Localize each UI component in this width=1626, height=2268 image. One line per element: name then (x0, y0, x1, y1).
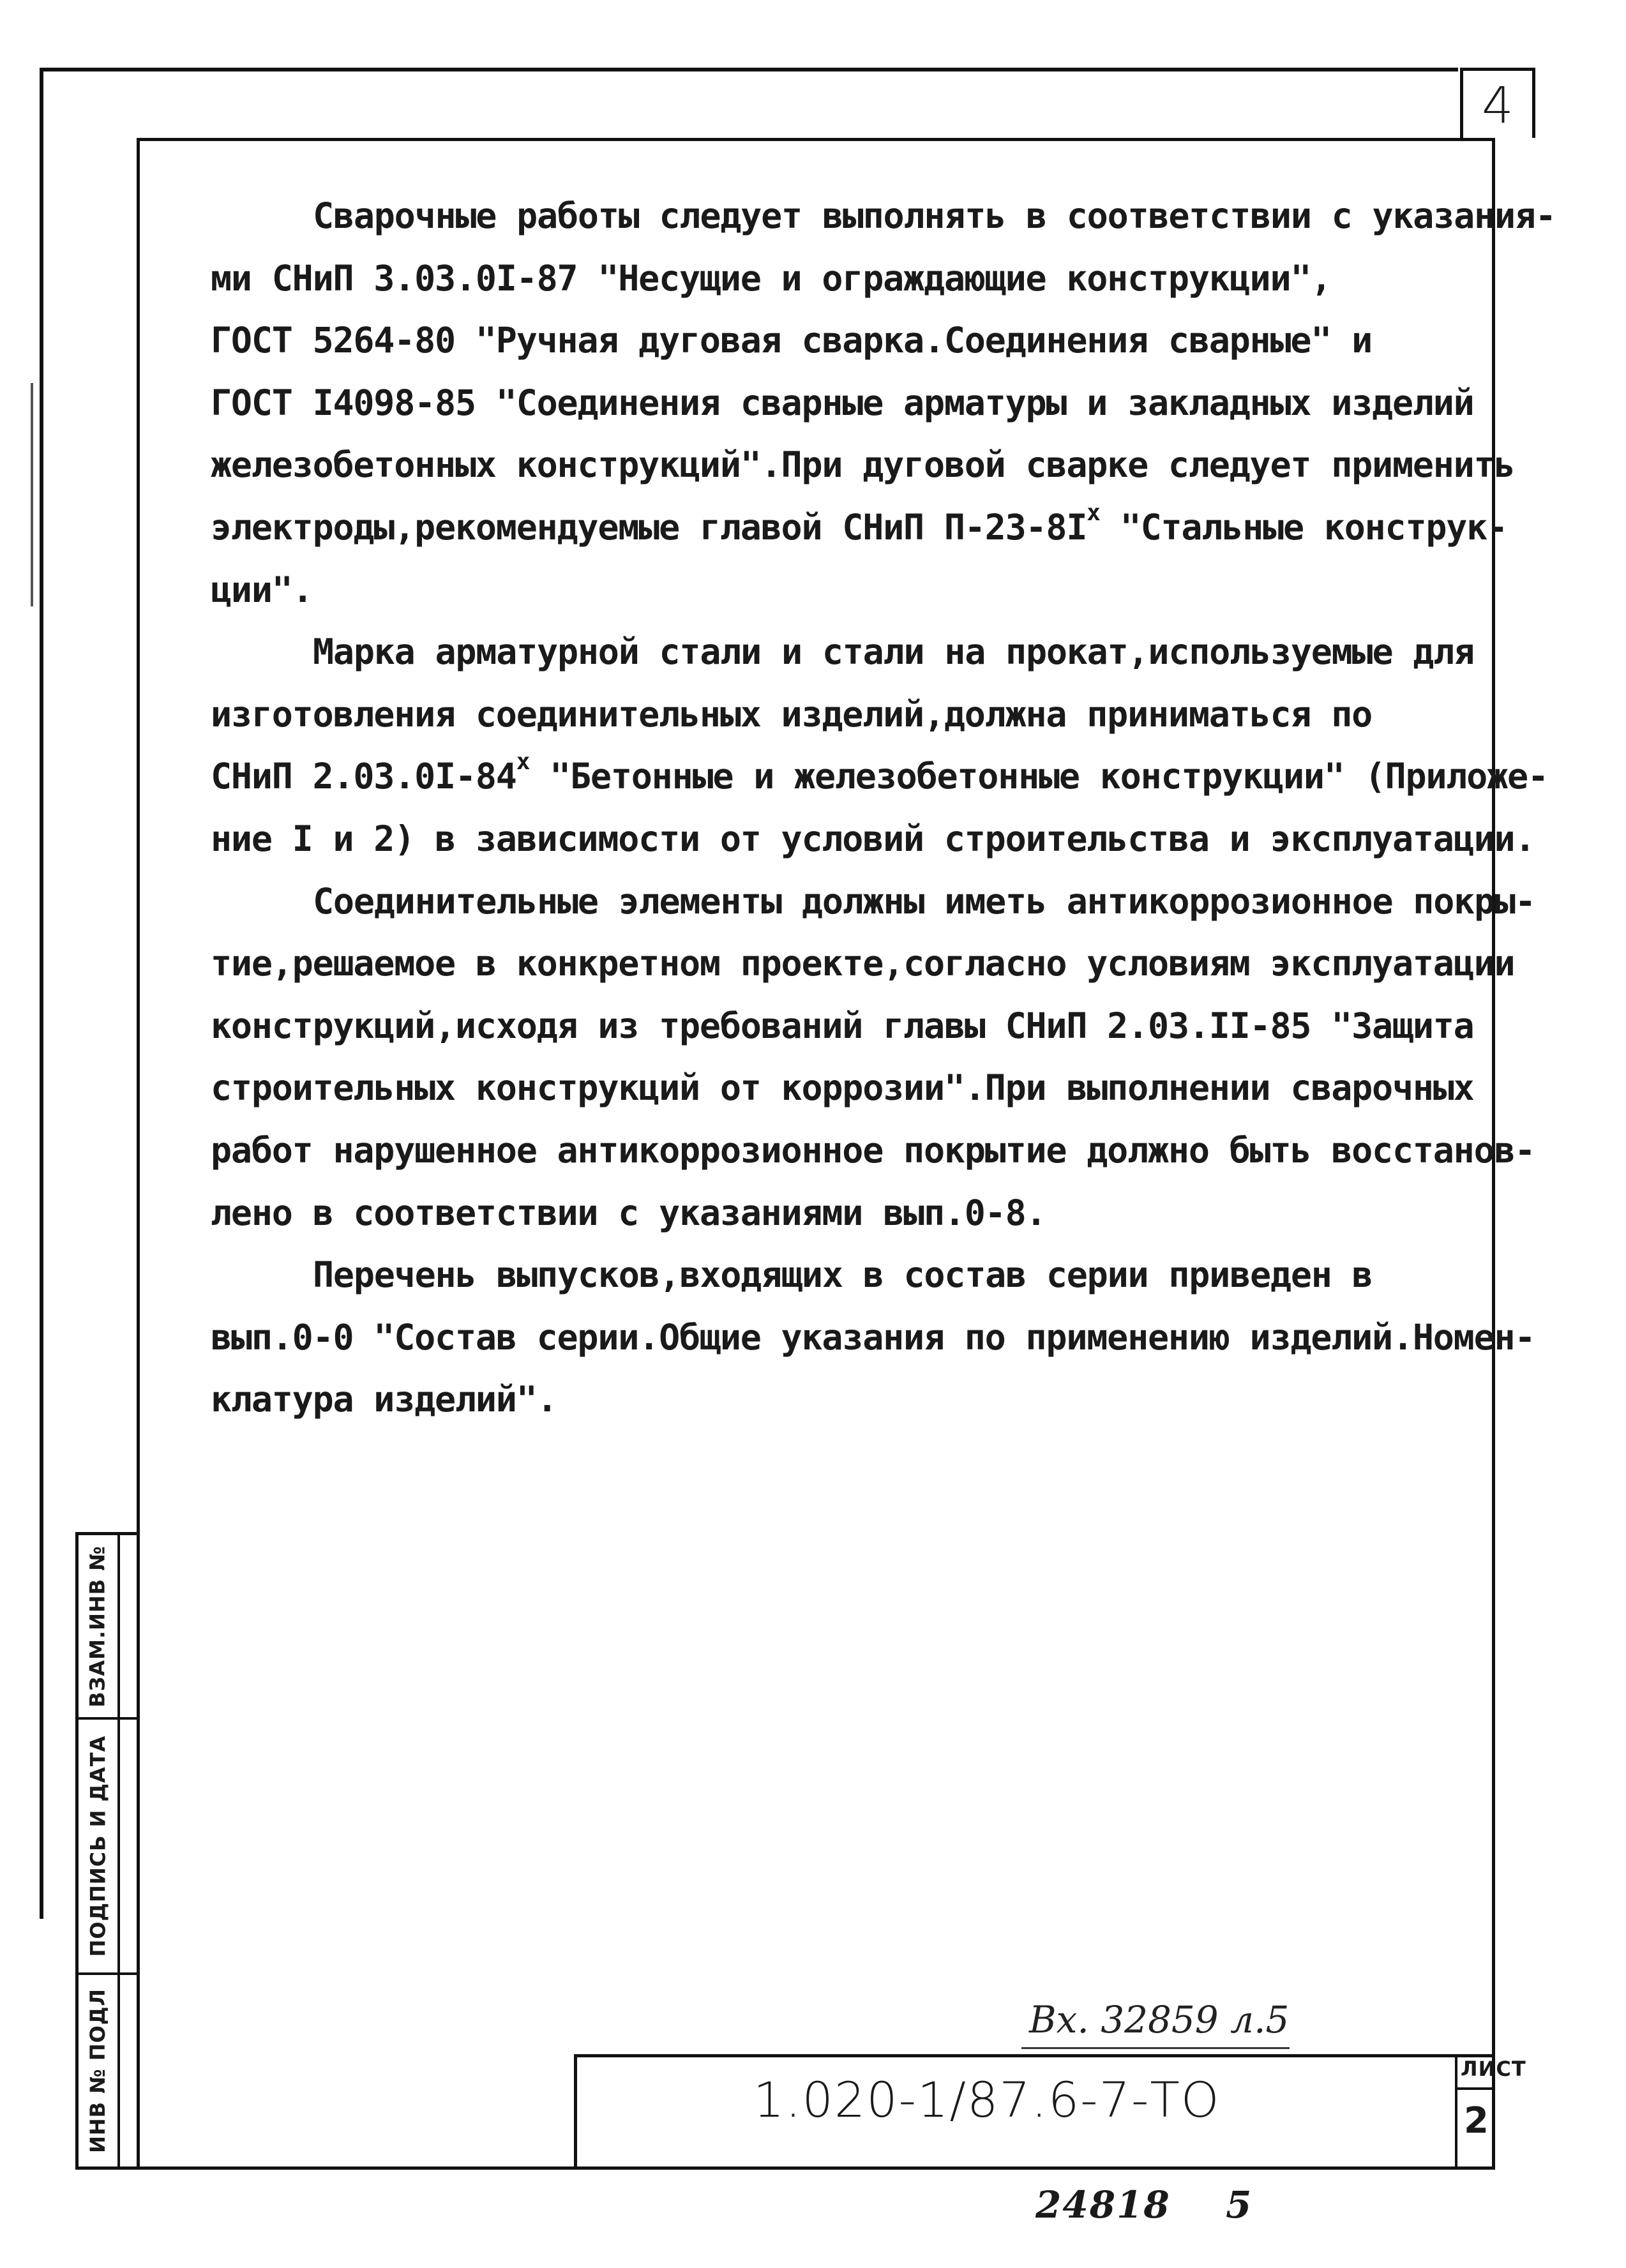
line-text: ции". (211, 569, 313, 610)
stamp-cell-signature-date (75, 1720, 120, 1972)
line-text: железобетонных конструкций".При дуговой сварке следует применить (211, 444, 1515, 486)
paragraph (211, 1244, 1535, 1431)
line-text-continuation: "Стальные конструк- (1099, 506, 1508, 548)
line-text: вып.0-0 "Состав серии.Общие указания по применению изделий.Номен- (211, 1316, 1535, 1358)
outer-frame-left-line (40, 68, 43, 1919)
sheet-cell-divider (1455, 2054, 1457, 2170)
paragraph (211, 185, 1556, 621)
archive-page-number: 5 (1226, 2183, 1252, 2227)
text-line (211, 1369, 1487, 1431)
line-text: СНиП 2.03.0I-84 (211, 756, 516, 797)
superscript: x (1087, 499, 1100, 526)
text-line (211, 746, 1548, 808)
text-line (211, 684, 1487, 746)
line-text: клатура изделий". (211, 1379, 557, 1420)
line-text: Перечень выпусков,входящих в состав серии приведен в (313, 1254, 1373, 1296)
line-text: ГОСТ 5264-80 "Ручная дуговая сварка.Соединения сварные" и (211, 320, 1373, 361)
line-text: изготовления соединительных изделий,должна приниматься по (211, 693, 1373, 735)
binding-mark-line (31, 383, 33, 606)
stamp-cell-original-inv (75, 1975, 120, 2167)
line-text: ГОСТ I4098-85 "Соединения сварные арматуры и закладных изделий (211, 382, 1474, 423)
text-line (211, 1057, 1487, 1120)
line-text-continuation: "Бетонные и железобетонные конструкции" (Приложе- (529, 756, 1548, 797)
text-line (211, 248, 1487, 310)
text-line (211, 621, 1487, 684)
line-text: тие,решаемое в конкретном проекте,согласно условиям эксплуатации (211, 943, 1515, 984)
text-line (211, 559, 1487, 622)
text-line (211, 871, 1535, 933)
line-text: Марка арматурной стали и стали на прокат,используемые для (313, 631, 1475, 673)
line-text: лено в соответствии с указаниями вып.0-8. (211, 1192, 1046, 1233)
superscript: x (516, 749, 530, 776)
document-code: 1.020-1/87.6-7-ТО (753, 2071, 1221, 2128)
line-text: Сварочные работы следует выполнять в соответствии с указания- (313, 195, 1556, 236)
outer-frame-top-line (40, 68, 1458, 71)
paragraph (211, 871, 1535, 1245)
handwritten-underline (1021, 2047, 1290, 2049)
text-line (211, 185, 1556, 248)
line-text: работ нарушенное антикоррозионное покрытие должно быть восстанов- (211, 1129, 1535, 1171)
stamp-cell-replacement-inv (75, 1535, 120, 1717)
line-text: ние I и 2) в зависимости от условий строительства и эксплуатации. (211, 818, 1535, 859)
handwritten-registration-note: Вх. 32859 л.5 (1029, 1998, 1290, 2041)
text-line (211, 434, 1515, 497)
archive-number: 24818 (1035, 2183, 1171, 2227)
stamp-label: ПОДПИСЬ И ДАТА (86, 1735, 110, 1957)
line-text: конструкций,исходя из требований главы СНиП 2.03.II-85 "Защита (211, 1005, 1474, 1046)
line-text: ми СНиП 3.03.0I-87 "Несущие и ограждающие конструкции", (211, 257, 1332, 299)
line-text: строительных конструкций от коррозии".При выполнении сварочных (211, 1067, 1474, 1109)
paragraph (211, 621, 1548, 870)
sheet-cell-hline (1455, 2087, 1495, 2090)
line-text: электроды,рекомендуемые главой СНиП П-23-8I (211, 506, 1087, 548)
stamp-label: ИНВ № ПОДЛ (86, 1988, 110, 2153)
text-line (211, 808, 1535, 871)
text-line (211, 995, 1487, 1058)
text-line (211, 497, 1508, 559)
text-line (211, 1244, 1487, 1307)
sheet-label: ЛИСТ (1461, 2057, 1526, 2081)
text-line (211, 372, 1487, 435)
page-number: 4 (1460, 68, 1535, 138)
text-line (211, 310, 1487, 372)
text-line (211, 1120, 1535, 1182)
text-line (211, 1182, 1487, 1245)
text-line (211, 933, 1515, 995)
document-body (211, 185, 1556, 1431)
line-text: Соединительные элементы должны иметь антикоррозионное покры- (313, 880, 1535, 922)
sheet-number: 2 (1464, 2100, 1489, 2142)
stamp-label: ВЗАМ.ИНВ № (86, 1545, 110, 1708)
text-line (211, 1307, 1535, 1369)
